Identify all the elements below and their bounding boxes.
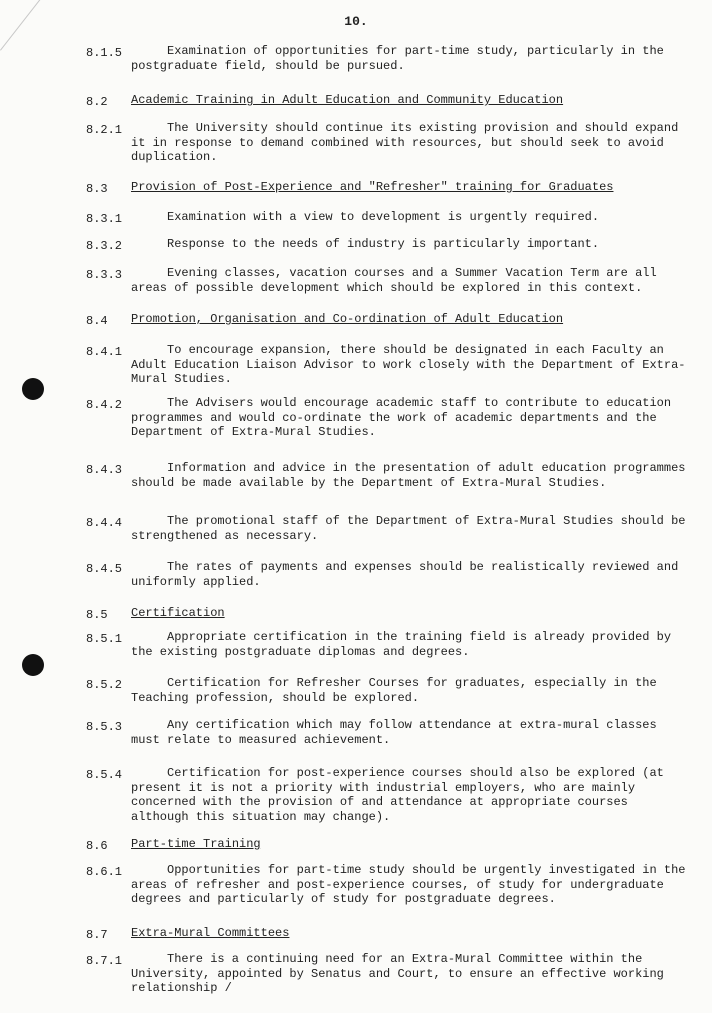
section-number: 8.4.5 — [86, 562, 123, 576]
section-number: 8.6.1 — [86, 865, 123, 879]
section-number: 8.5.1 — [86, 632, 123, 646]
punch-hole-upper — [22, 378, 44, 400]
paragraph-body: Examination with a view to development is urgently required. — [167, 210, 600, 224]
paragraph-body: Certification for Refresher Courses for graduates, especially in the Teaching profession, should be explored. — [131, 676, 657, 705]
paragraph-body: Examination of opportunities for part-time study, particularly in the postgraduate field, should be pursued. — [131, 44, 664, 73]
paragraph-text — [131, 952, 686, 996]
section-number: 8.4.4 — [86, 516, 123, 530]
section-number: 8.3.1 — [86, 212, 123, 226]
section-number: 8.5 — [86, 608, 108, 622]
section-number: 8.4 — [86, 314, 108, 328]
paragraph-body: The rates of payments and expenses should be realistically reviewed and uniformly applied. — [131, 560, 679, 589]
paragraph-text — [131, 210, 686, 225]
section-number: 8.4.1 — [86, 345, 123, 359]
paragraph-text — [131, 560, 686, 589]
paragraph-text — [131, 630, 686, 659]
section-number: 8.7 — [86, 928, 108, 942]
heading-text: Extra-Mural Committees — [131, 926, 290, 940]
paragraph-text — [131, 461, 686, 490]
section-number: 8.3.3 — [86, 268, 123, 282]
paragraph-text — [131, 863, 686, 907]
section-number: 8.4.2 — [86, 398, 123, 412]
paragraph-body: The Advisers would encourage academic staff to contribute to education programmes and would co-ordinate the work of academic departments and the Department of Extra-Mural Studies. — [131, 396, 672, 440]
paragraph-body: Evening classes, vacation courses and a Summer Vacation Term are all areas of possible development which should be explored in this context. — [131, 266, 657, 295]
section-number: 8.3.2 — [86, 239, 123, 253]
paragraph-body: Certification for post-experience courses should also be explored (at present it is not a priority with industrial employers, who are mainly concerned with the provision of and attendance at appropriate courses although this situation may change). — [131, 766, 664, 824]
section-number: 8.2 — [86, 95, 108, 109]
section-number: 8.4.3 — [86, 463, 123, 477]
paragraph-text — [131, 766, 686, 824]
section-number: 8.1.5 — [86, 46, 123, 60]
paragraph-text — [131, 396, 686, 440]
paragraph-text — [131, 343, 686, 387]
paragraph-text — [131, 266, 686, 295]
heading-text: Promotion, Organisation and Co-ordination of Adult Education — [131, 312, 564, 326]
paragraph-text — [131, 676, 686, 705]
paragraph-body: Opportunities for part-time study should be urgently investigated in the areas of refresher and post-experience courses, of study for undergraduate degrees and particularly of study for postgraduate degrees. — [131, 863, 686, 907]
paragraph-body: Appropriate certification in the training field is already provided by the existing postgraduate diplomas and degrees. — [131, 630, 672, 659]
paragraph-body: Any certification which may follow attendance at extra-mural classes must relate to measured achievement. — [131, 718, 657, 747]
punch-hole-lower — [22, 654, 44, 676]
heading-text: Provision of Post-Experience and "Refresher" training for Graduates — [131, 180, 614, 194]
section-number: 8.5.4 — [86, 768, 123, 782]
paragraph-text — [131, 718, 686, 747]
paragraph-body: Response to the needs of industry is particularly important. — [167, 237, 600, 251]
paragraph-body: The promotional staff of the Department of Extra-Mural Studies should be strengthened as necessary. — [131, 514, 686, 543]
heading-text: Part-time Training — [131, 837, 261, 851]
paragraph-body: The University should continue its existing provision and should expand it in response to demand combined with resources, but should seek to avoid duplication. — [131, 121, 679, 165]
section-number: 8.3 — [86, 182, 108, 196]
paragraph-text — [131, 44, 686, 73]
section-number: 8.5.2 — [86, 678, 123, 692]
section-number: 8.5.3 — [86, 720, 123, 734]
paragraph-body: To encourage expansion, there should be designated in each Faculty an Adult Education Liaison Advisor to work closely with the Department of Extra-Mural Studies. — [131, 343, 686, 387]
heading-text: Academic Training in Adult Education and Community Education — [131, 93, 564, 107]
section-number: 8.2.1 — [86, 123, 123, 137]
paragraph-text — [131, 237, 686, 252]
paragraph-text — [131, 514, 686, 543]
paragraph-body: Information and advice in the presentation of adult education programmes should be made available by the Department of Extra-Mural Studies. — [131, 461, 686, 490]
section-number: 8.6 — [86, 839, 108, 853]
paragraph-text — [131, 121, 686, 165]
section-number: 8.7.1 — [86, 954, 123, 968]
heading-text: Certification — [131, 606, 225, 620]
page-number: 10. — [344, 14, 368, 29]
paragraph-body: There is a continuing need for an Extra-Mural Committee within the University, appointed by Senatus and Court, to ensure an effective working relationship / — [131, 952, 664, 996]
